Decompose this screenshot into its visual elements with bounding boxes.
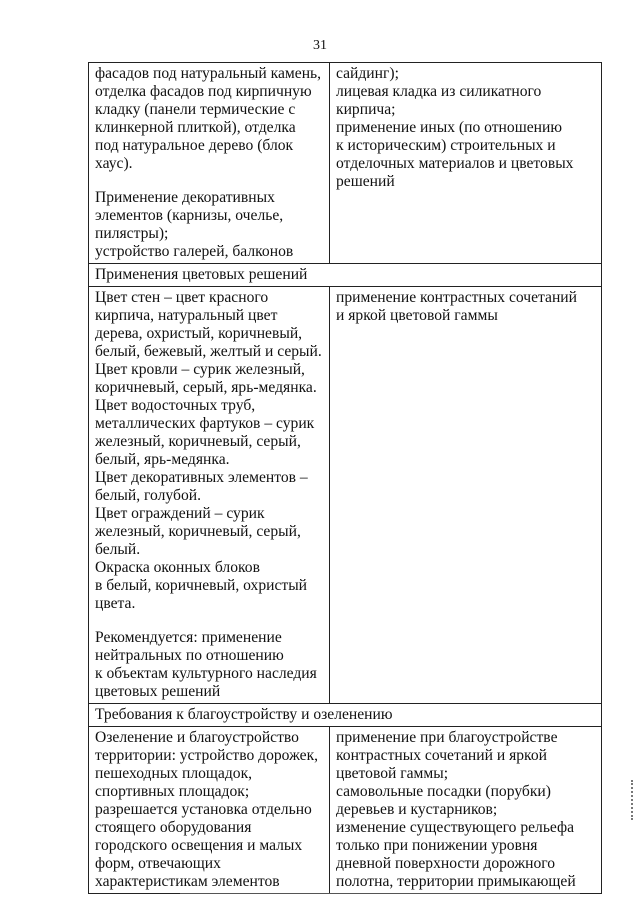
text-line: территории: устройство дорожек, (95, 747, 319, 764)
text-line: клинкерной плиткой), отделка (95, 119, 296, 136)
text-line: городского освещения и малых (95, 837, 303, 854)
section-header-row (89, 264, 602, 287)
text-line: форм, отвечающих (95, 855, 221, 872)
text-line: коричневый, серый, ярь-медянка. (95, 379, 317, 396)
text-line: железный, коричневый, серый, (95, 433, 301, 450)
scan-edge-marks (631, 780, 636, 820)
text-line: лицевая кладка из силикатного (336, 83, 542, 100)
text-line: Применение декоративных (95, 189, 275, 206)
text-line: дерева, охристый, коричневый, (95, 325, 303, 342)
text-line: применение при благоустройстве (336, 729, 558, 746)
text-line: применение иных (по отношению (336, 119, 562, 136)
section-title-landscaping: Требования к благоустройству и озеленению (89, 704, 602, 727)
row2-left-cell (89, 287, 330, 704)
text-line: и яркой цветовой гаммы (336, 307, 498, 324)
text-line: к историческим) строительных и (336, 137, 556, 154)
text-line: фасадов под натуральный камень, (95, 65, 322, 82)
text-line: самовольные посадки (порубки) (336, 783, 551, 800)
text-line: применение контрастных сочетаний (336, 289, 577, 306)
text-line: пилястры); (95, 225, 169, 242)
text-line: хаус). (95, 155, 133, 172)
row1-left-cell (89, 63, 330, 264)
text-line: Цвет кровли – сурик железный, (95, 361, 305, 378)
text-line: под натуральное дерево (блок (95, 137, 294, 154)
text-line: деревьев и кустарников; (336, 801, 498, 818)
text-line: Цвет декоративных элементов – (95, 469, 308, 486)
text-line: белый, бежевый, желтый и серый. (95, 343, 322, 360)
text-line: металлических фартуков – сурик (95, 415, 315, 432)
text-line: цветовых решений (95, 683, 221, 700)
text-line: пешеходных площадок, (95, 765, 253, 782)
row2-right-cell (330, 287, 602, 704)
row1-right-cell (330, 63, 602, 264)
table-row (89, 63, 602, 264)
text-line: элементов (карнизы, очелье, (95, 207, 284, 224)
text-line: спортивных площадок; (95, 783, 250, 800)
text-line: белый, ярь-медянка. (95, 451, 230, 468)
row3-right-cell (330, 727, 602, 894)
bottom-scan-line (180, 893, 580, 894)
text-line: отделка фасадов под кирпичную (95, 83, 312, 100)
text-line: решений (336, 173, 395, 190)
text-line: характеристикам элементов (95, 873, 280, 890)
section-title-colors: Применения цветовых решений (89, 264, 602, 287)
text-line: белый, голубой. (95, 487, 201, 504)
text-line: Цвет стен – цвет красного (95, 289, 269, 306)
text-line: изменение существующего рельефа (336, 819, 575, 836)
text-line: Цвет ограждений – сурик (95, 505, 265, 522)
page-number: 31 (313, 38, 327, 53)
text-line: в белый, коричневый, охристый (95, 577, 308, 594)
text-line: к объектам культурного наследия (95, 665, 317, 682)
text-line: нейтральных по отношению (95, 647, 284, 664)
table-row (89, 727, 602, 894)
text-line: сайдинг); (336, 65, 399, 82)
text-line: отделочных материалов и цветовых (336, 155, 574, 172)
text-line: кирпича; (336, 101, 396, 118)
text-line: Озеленение и благоустройство (95, 729, 299, 746)
text-line: Окраска оконных блоков (95, 559, 260, 576)
text-line: белый. (95, 541, 141, 558)
text-line: стоящего оборудования (95, 819, 252, 836)
regulations-table (88, 62, 602, 894)
text-line: дневной поверхности дорожного (336, 855, 556, 872)
paragraph-gap (95, 173, 323, 189)
paragraph-gap (95, 613, 323, 629)
text-line: цветовой гаммы; (336, 765, 449, 782)
text-line: Рекомендуется: применение (95, 629, 282, 646)
text-line: только при понижении уровня (336, 837, 538, 854)
text-line: железный, коричневый, серый, (95, 523, 301, 540)
text-line: кирпича, натуральный цвет (95, 307, 278, 324)
section-header-row (89, 704, 602, 727)
text-line: цвета. (95, 595, 136, 612)
table-row (89, 287, 602, 704)
text-line: устройство галерей, балконов (95, 243, 294, 260)
text-line: кладку (панели термические с (95, 101, 296, 118)
row3-left-cell (89, 727, 330, 894)
text-line: Цвет водосточных труб, (95, 397, 256, 414)
text-line: разрешается установка отдельно (95, 801, 312, 818)
text-line: контрастных сочетаний и яркой (336, 747, 547, 764)
text-line: полотна, территории примыкающей (336, 873, 576, 890)
